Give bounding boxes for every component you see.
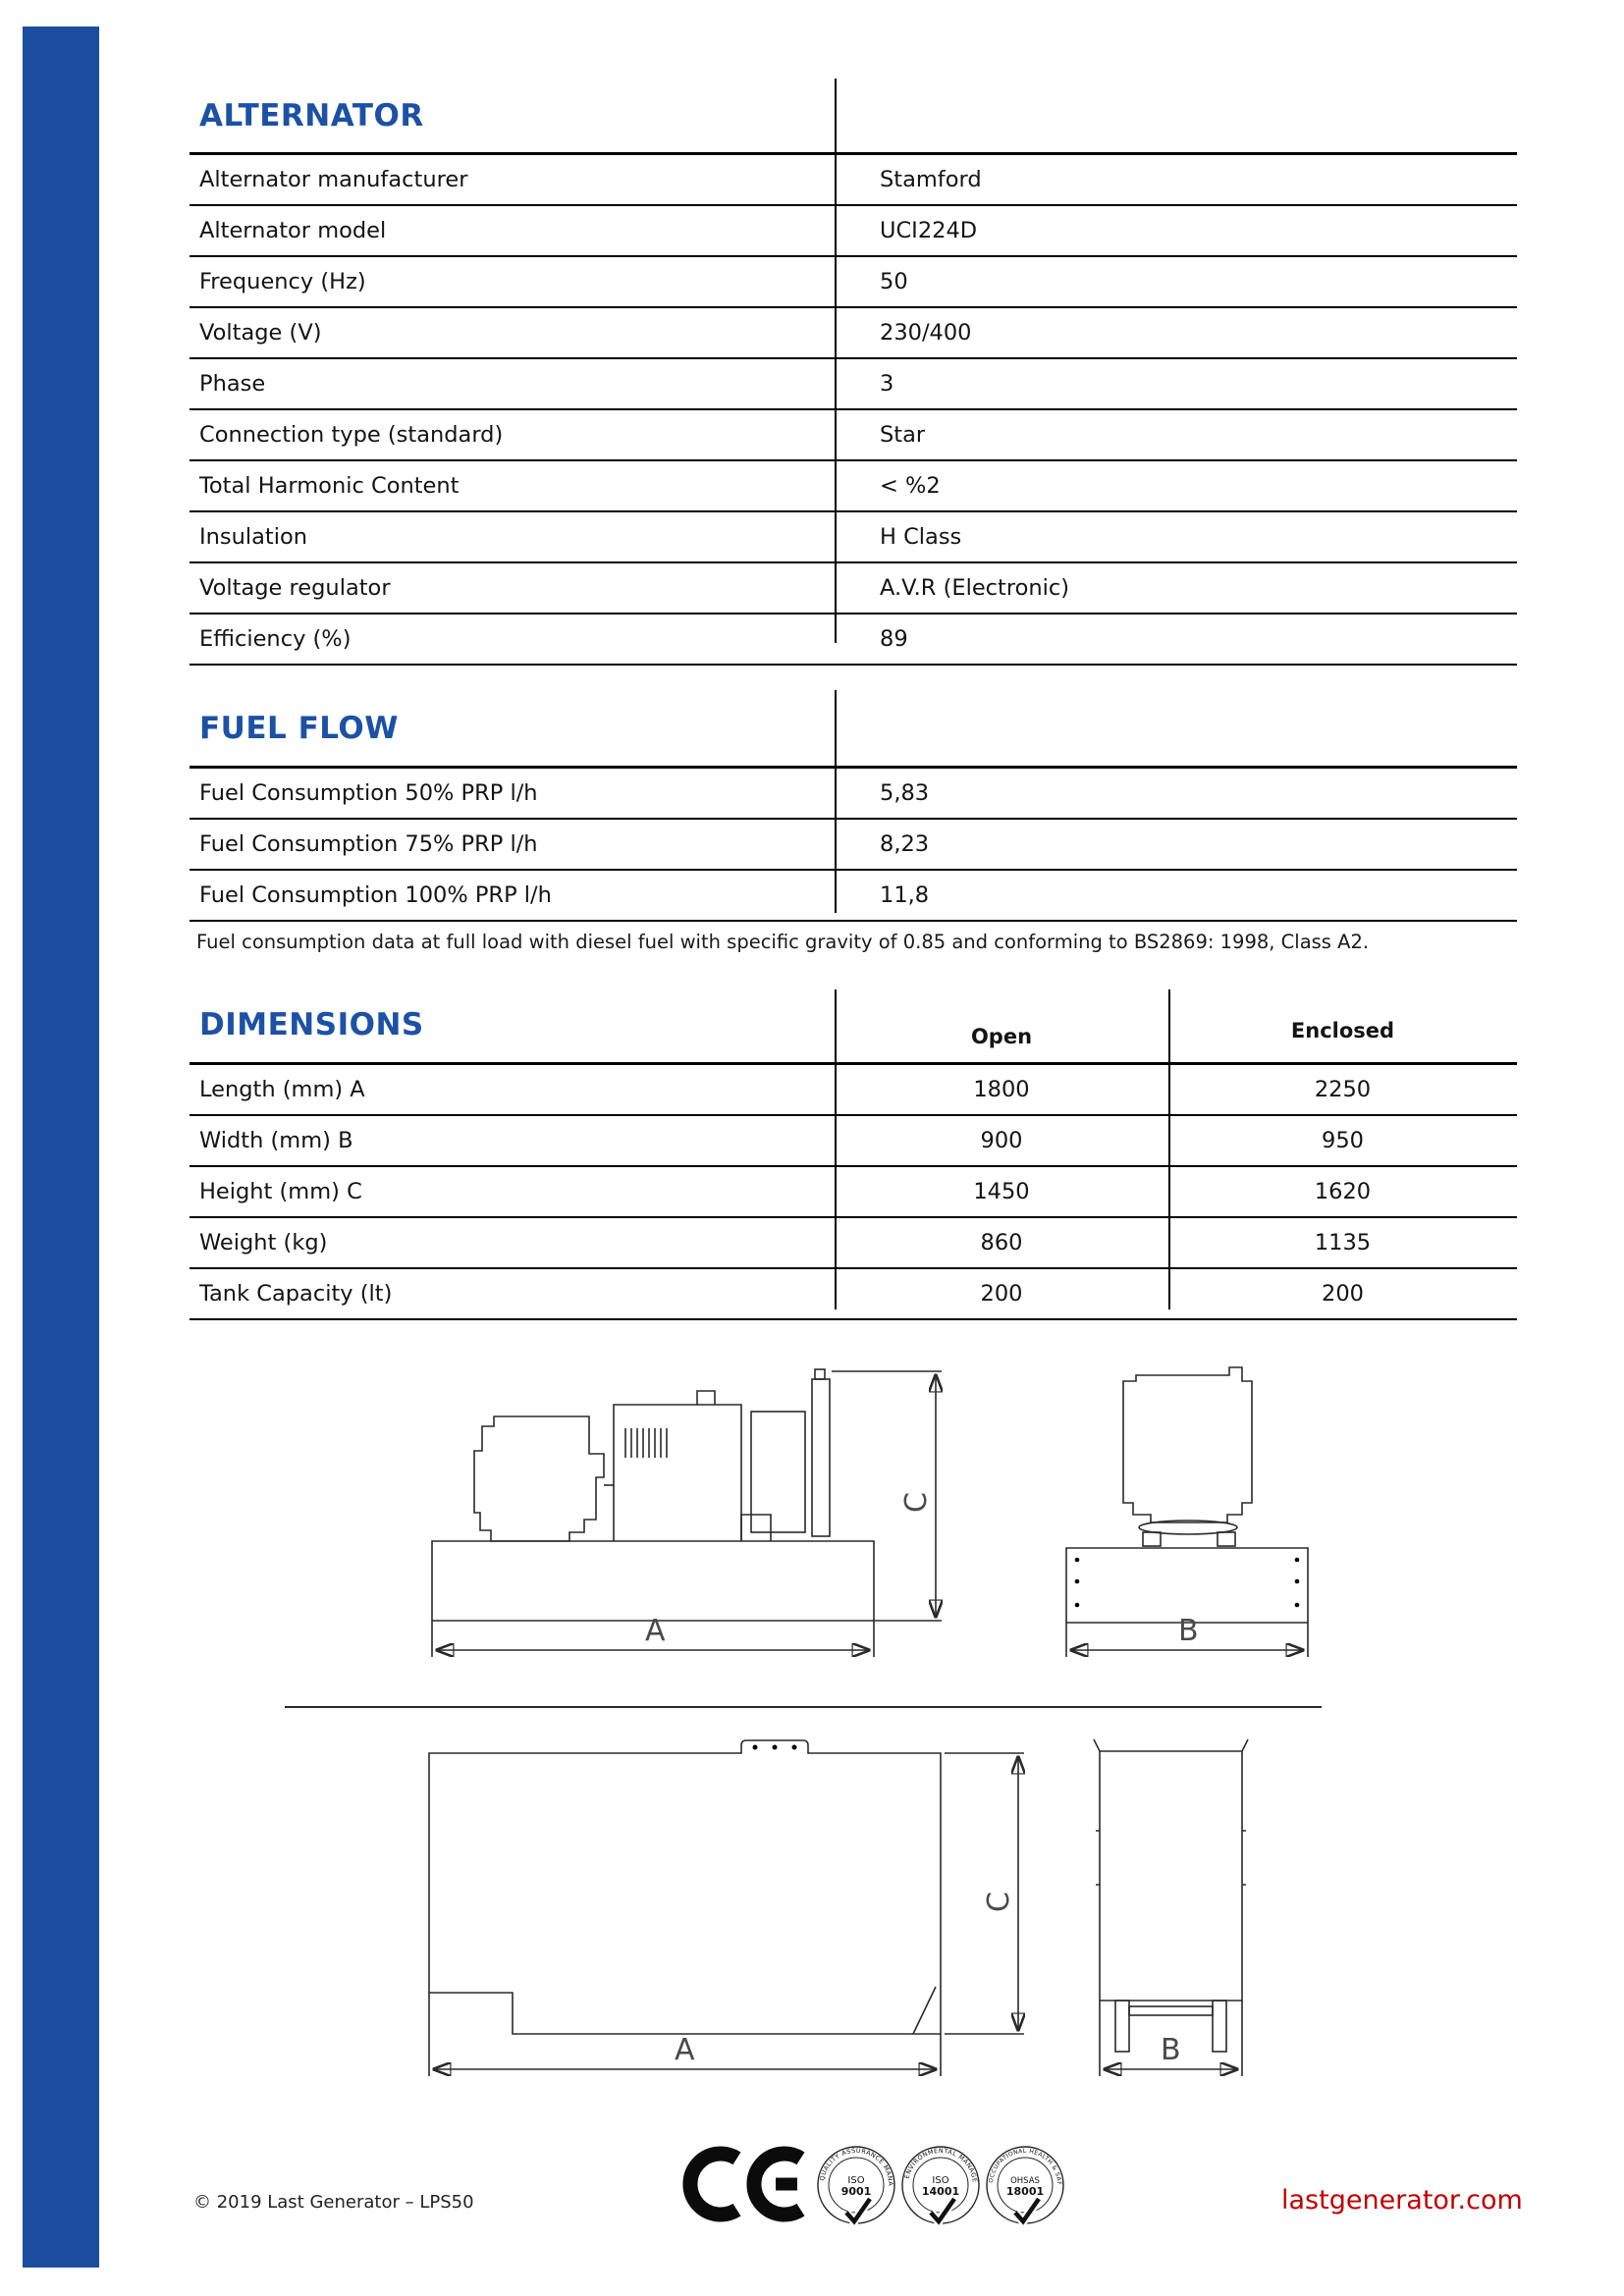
dim-label-a: A [675, 2033, 695, 2067]
dim-open-value: 900 [980, 1128, 1023, 1153]
fuel-consumption-note: Fuel consumption data at full load with diesel fuel with specific gravity of 0.85 and conforming to BS2869: 1998, Class A2. [196, 931, 1370, 953]
section-title-dimensions: DIMENSIONS [199, 1007, 424, 1042]
spec-value: H Class [880, 524, 962, 550]
spec-label: Fuel Consumption 75% PRP l/h [199, 831, 538, 857]
open-genset-side-drawing [417, 1358, 952, 1682]
spec-label: Frequency (Hz) [199, 269, 366, 294]
drawings-separator-line [285, 1706, 1322, 1708]
spec-label: Phase [199, 371, 266, 397]
table-row [189, 308, 1517, 359]
spec-label: Efficiency (%) [199, 626, 352, 652]
dim-enclosed-value: 1135 [1314, 1230, 1372, 1255]
spec-label: Fuel Consumption 100% PRP l/h [199, 882, 552, 908]
badge-standard: ISO [932, 2175, 949, 2186]
spec-label: Insulation [199, 524, 308, 550]
ce-mark-icon [680, 2140, 813, 2228]
enclosed-genset-end-drawing [1092, 1737, 1264, 2091]
badge-ring-text: OCCUPATIONAL HEALTH & SAFETY [981, 2137, 1063, 2186]
dim-open-value: 860 [980, 1230, 1023, 1255]
dim-open-value: 200 [980, 1281, 1023, 1307]
spec-value: < %2 [880, 473, 941, 499]
dim-label: Length (mm) A [199, 1077, 365, 1102]
badge-standard: OHSAS [1010, 2176, 1040, 2186]
table-row [189, 1116, 1517, 1167]
dim-label: Width (mm) B [199, 1128, 353, 1153]
table-row [189, 871, 1517, 922]
spec-value: 50 [880, 269, 908, 294]
dim-label-b: B [1178, 1614, 1199, 1648]
table-row [189, 820, 1517, 871]
table-row [189, 512, 1517, 563]
ohsas-18001-badge-icon [981, 2137, 1066, 2228]
table-row [189, 410, 1517, 461]
table-row [189, 563, 1517, 614]
table-row [189, 257, 1517, 308]
table-row [189, 769, 1517, 820]
fuel-flow-table [189, 766, 1517, 922]
spec-value: Stamford [880, 167, 982, 192]
table-row [189, 1218, 1517, 1269]
table-row [189, 155, 1517, 206]
enclosed-genset-side-drawing [417, 1737, 1046, 2091]
section-title-fuel-flow: FUEL FLOW [199, 711, 399, 746]
dim-open-value: 1450 [973, 1179, 1030, 1204]
dim-enclosed-value: 950 [1322, 1128, 1364, 1153]
spec-label: Voltage regulator [199, 575, 391, 601]
spec-value: UCI224D [880, 218, 978, 243]
spec-value: 11,8 [880, 882, 930, 908]
dim-label-c: C [899, 1492, 934, 1513]
spec-value: 8,23 [880, 831, 930, 857]
spec-label: Voltage (V) [199, 320, 322, 346]
badge-number: 18001 [1005, 2185, 1045, 2198]
dim-enclosed-value: 2250 [1314, 1077, 1372, 1102]
spec-label: Total Harmonic Content [199, 473, 460, 499]
badge-ring-text: QUALITY ASSURANCE MANAGEMENT [811, 2136, 895, 2187]
copyright-text: © 2019 Last Generator – LPS50 [193, 2192, 474, 2213]
alternator-table [189, 152, 1517, 666]
badge-ring-text: ENVIRONMENTAL MANAGEMENT [895, 2136, 979, 2184]
table-row [189, 1065, 1517, 1116]
dim-label-b: B [1161, 2033, 1181, 2067]
section-title-alternator: ALTERNATOR [199, 98, 424, 133]
dim-label-a: A [645, 1614, 666, 1648]
table-row [189, 359, 1517, 410]
dim-label: Height (mm) C [199, 1179, 362, 1204]
spec-value: A.V.R (Electronic) [880, 575, 1070, 601]
dim-open-value: 1800 [973, 1077, 1030, 1102]
table-row [189, 461, 1517, 512]
badge-number: 9001 [840, 2185, 872, 2198]
table-row [189, 614, 1517, 666]
table-row [189, 1269, 1517, 1320]
website-link[interactable]: lastgenerator.com [1281, 2185, 1523, 2216]
badge-standard: ISO [847, 2175, 865, 2186]
spec-value: 5,83 [880, 780, 930, 806]
spec-label: Connection type (standard) [199, 422, 504, 448]
open-genset-end-drawing [1053, 1358, 1327, 1682]
iso-14001-badge-icon [895, 2136, 982, 2228]
dim-enclosed-value: 1620 [1314, 1179, 1372, 1204]
spec-label: Fuel Consumption 50% PRP l/h [199, 780, 538, 806]
dim-label-c: C [982, 1892, 1016, 1912]
column-header-enclosed: Enclosed [1290, 1019, 1395, 1042]
spec-value: 230/400 [880, 320, 972, 346]
badge-number: 14001 [921, 2185, 960, 2198]
dim-label: Weight (kg) [199, 1230, 328, 1255]
iso-9001-badge-icon [811, 2136, 897, 2228]
spec-value: 3 [880, 371, 894, 397]
spec-value: Star [880, 422, 926, 448]
table-row [189, 206, 1517, 257]
spec-value: 89 [880, 626, 908, 652]
column-header-open: Open [970, 1025, 1033, 1048]
spec-label: Alternator model [199, 218, 387, 243]
dim-enclosed-value: 200 [1322, 1281, 1364, 1307]
dim-label: Tank Capacity (lt) [199, 1281, 393, 1307]
spec-label: Alternator manufacturer [199, 167, 468, 192]
left-accent-bar [23, 27, 99, 2268]
table-row [189, 1167, 1517, 1218]
dimensions-table [189, 1062, 1517, 1320]
